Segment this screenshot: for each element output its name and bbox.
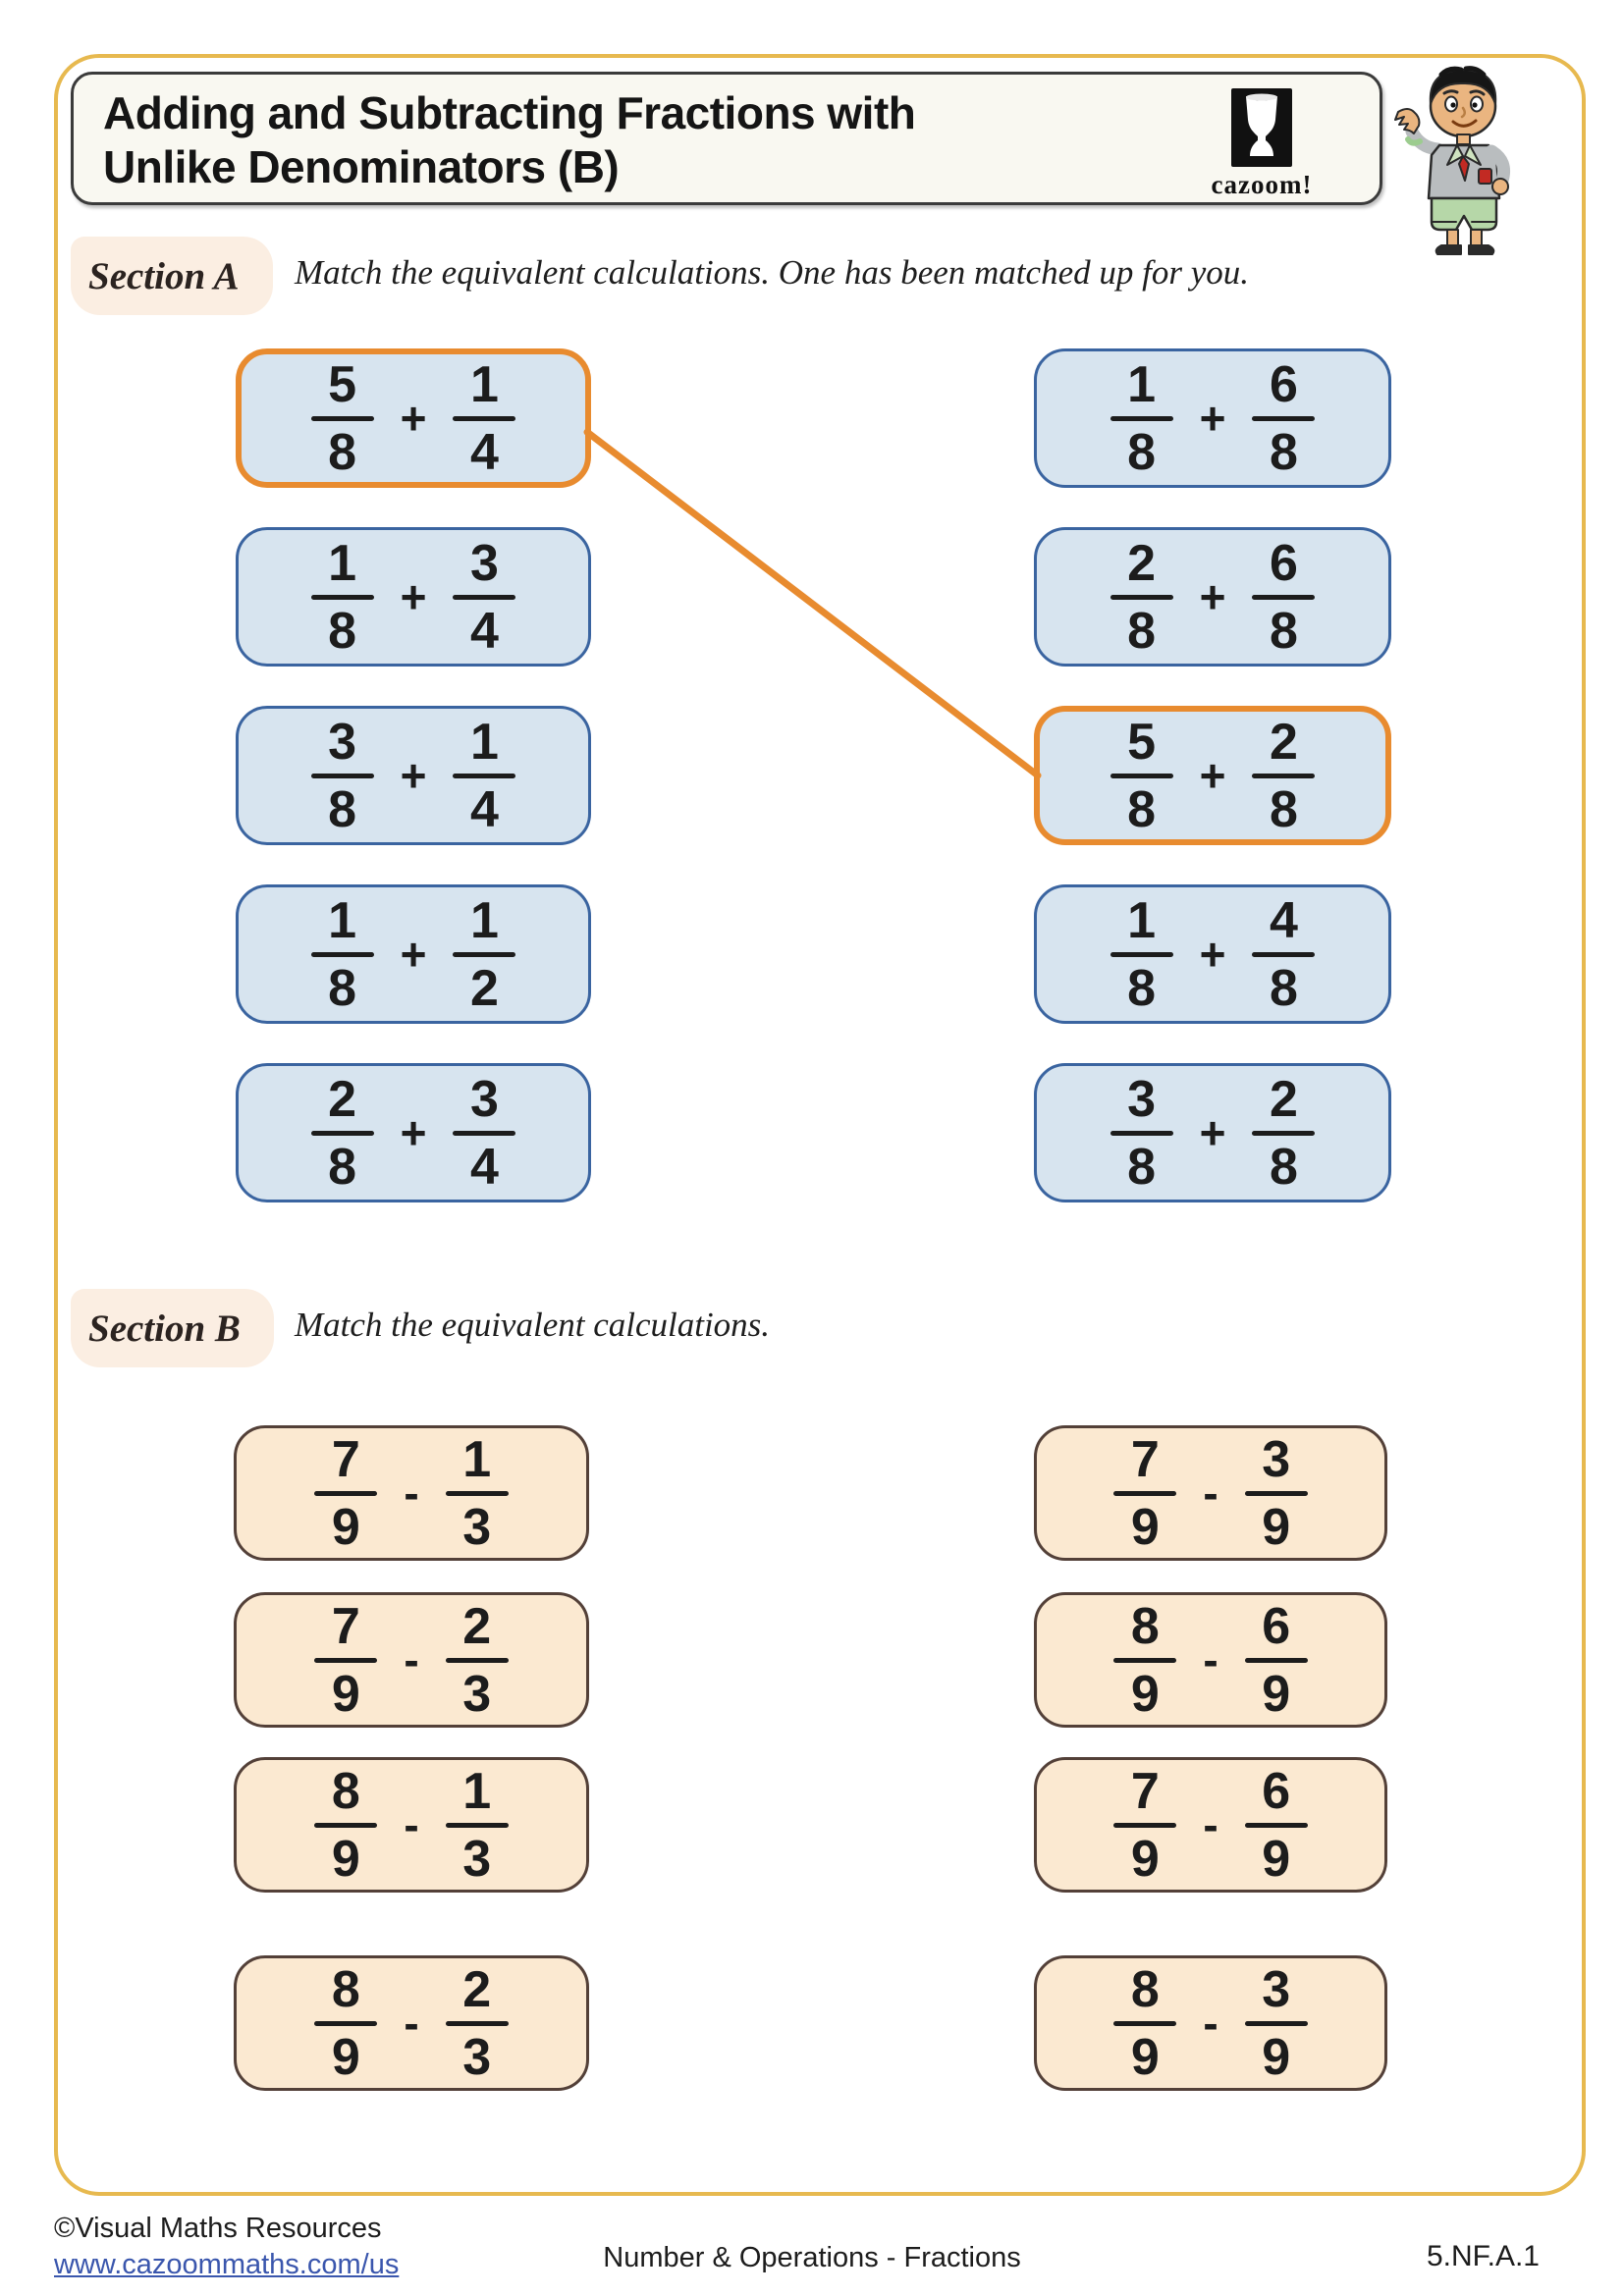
denominator: 9 <box>1262 1665 1291 1723</box>
operator: + <box>1199 393 1226 444</box>
fraction-bar <box>311 952 374 957</box>
numerator: 7 <box>331 1597 360 1655</box>
fraction-card[interactable] <box>236 348 591 488</box>
fraction-bar <box>314 2021 377 2026</box>
denominator: 9 <box>331 1498 360 1556</box>
fraction-bar <box>1110 774 1173 778</box>
fraction-bar <box>1252 416 1315 421</box>
fraction-bar <box>1245 1491 1308 1496</box>
denominator: 9 <box>1262 2028 1291 2086</box>
footer-credit <box>54 2211 399 2283</box>
numerator: 5 <box>328 355 357 413</box>
numerator: 1 <box>462 1430 492 1488</box>
denominator: 3 <box>462 1498 492 1556</box>
numerator: 3 <box>469 1070 499 1128</box>
fraction-card[interactable] <box>236 706 591 845</box>
section-b-label: Section B <box>71 1289 274 1367</box>
fraction-bar <box>446 1658 509 1663</box>
fraction <box>1110 891 1173 1017</box>
operator: + <box>400 929 427 980</box>
fraction <box>1113 1960 1176 2086</box>
numerator: 3 <box>328 713 357 771</box>
fraction <box>1110 713 1173 838</box>
operator: - <box>404 1799 419 1850</box>
fraction <box>453 355 515 481</box>
section-a-label: Section A <box>71 237 273 315</box>
denominator: 8 <box>1269 602 1298 660</box>
numerator: 2 <box>1127 534 1157 592</box>
fraction <box>446 1430 509 1556</box>
fraction <box>446 1960 509 2086</box>
denominator: 9 <box>331 1665 360 1723</box>
fraction-bar <box>1110 952 1173 957</box>
page-title <box>103 86 915 194</box>
operator: + <box>1199 1107 1226 1158</box>
denominator: 9 <box>1130 1830 1160 1888</box>
fraction <box>453 1070 515 1196</box>
fraction-card[interactable] <box>1034 706 1391 845</box>
standard-code: 5.NF.A.1 <box>1426 2240 1540 2272</box>
denominator: 8 <box>1269 780 1298 838</box>
numerator: 8 <box>1130 1960 1160 2018</box>
copyright-text: ©Visual Maths Resources <box>54 2213 382 2244</box>
fraction-bar <box>1110 595 1173 600</box>
fraction-bar <box>1113 1658 1176 1663</box>
numerator: 4 <box>1269 891 1298 949</box>
numerator: 2 <box>1269 713 1298 771</box>
fraction <box>311 713 374 838</box>
denominator: 8 <box>1269 423 1298 481</box>
denominator: 8 <box>328 1138 357 1196</box>
cazoom-logo <box>1198 88 1326 200</box>
operator: - <box>1203 1799 1218 1850</box>
section-b-instruction: Match the equivalent calculations. <box>295 1306 771 1344</box>
denominator: 8 <box>1269 959 1298 1017</box>
fraction-bar <box>1113 2021 1176 2026</box>
fraction-bar <box>311 595 374 600</box>
numerator: 2 <box>1269 1070 1298 1128</box>
denominator: 9 <box>1262 1830 1291 1888</box>
numerator: 2 <box>462 1597 492 1655</box>
denominator: 8 <box>1127 959 1157 1017</box>
denominator: 3 <box>462 2028 492 2086</box>
fraction <box>1113 1597 1176 1723</box>
cazoom-url-link[interactable]: www.cazoommaths.com/us <box>54 2249 400 2280</box>
fraction-bar <box>1245 1823 1308 1828</box>
fraction <box>314 1960 377 2086</box>
logo-text: cazoom! <box>1211 170 1313 199</box>
numerator: 8 <box>331 1762 360 1820</box>
denominator: 8 <box>328 423 357 481</box>
numerator: 6 <box>1262 1597 1291 1655</box>
operator: - <box>1203 1468 1218 1519</box>
title-line-1: Adding and Subtracting Fractions with <box>103 87 916 138</box>
fraction-bar <box>446 2021 509 2026</box>
numerator: 6 <box>1262 1762 1291 1820</box>
fraction <box>446 1597 509 1723</box>
numerator: 7 <box>331 1430 360 1488</box>
numerator: 1 <box>1127 891 1157 949</box>
fraction <box>1113 1762 1176 1888</box>
fraction-bar <box>1252 1131 1315 1136</box>
fraction <box>314 1597 377 1723</box>
section-a-instruction: Match the equivalent calculations. One has been matched up for you. <box>295 253 1249 292</box>
numerator: 5 <box>1127 713 1157 771</box>
fraction <box>1245 1960 1308 2086</box>
student-character-illustration <box>1373 59 1544 260</box>
fraction-bar <box>453 416 515 421</box>
fraction <box>1252 891 1315 1017</box>
fraction-bar <box>1110 416 1173 421</box>
denominator: 2 <box>469 959 499 1017</box>
title-line-2: Unlike Denominators (B) <box>103 141 620 192</box>
numerator: 8 <box>331 1960 360 2018</box>
fraction <box>1110 355 1173 481</box>
footer-topic: Number & Operations - Fractions <box>603 2242 1021 2273</box>
numerator: 2 <box>328 1070 357 1128</box>
fraction <box>311 1070 374 1196</box>
numerator: 3 <box>1262 1430 1291 1488</box>
operator: - <box>1203 1998 1218 2049</box>
denominator: 8 <box>1127 423 1157 481</box>
fraction <box>1110 534 1173 660</box>
fraction-bar <box>1252 952 1315 957</box>
fraction <box>1252 1070 1315 1196</box>
denominator: 4 <box>469 1138 499 1196</box>
fraction-bar <box>453 595 515 600</box>
numerator: 8 <box>1130 1597 1160 1655</box>
fraction-bar <box>314 1491 377 1496</box>
fraction <box>446 1762 509 1888</box>
fraction <box>311 891 374 1017</box>
numerator: 1 <box>462 1762 492 1820</box>
fraction-card[interactable] <box>234 1425 589 1561</box>
denominator: 8 <box>328 959 357 1017</box>
operator: + <box>1199 750 1226 801</box>
fraction <box>314 1430 377 1556</box>
fraction <box>1252 713 1315 838</box>
denominator: 8 <box>1269 1138 1298 1196</box>
fraction-card[interactable] <box>1034 1592 1387 1728</box>
fraction-bar <box>314 1658 377 1663</box>
denominator: 9 <box>1130 1498 1160 1556</box>
fraction <box>314 1762 377 1888</box>
denominator: 9 <box>1130 2028 1160 2086</box>
fraction <box>453 891 515 1017</box>
operator: - <box>1203 1634 1218 1685</box>
numerator: 1 <box>328 891 357 949</box>
fraction <box>311 534 374 660</box>
denominator: 9 <box>331 2028 360 2086</box>
fraction-bar <box>1113 1823 1176 1828</box>
fraction-bar <box>1110 1131 1173 1136</box>
title-box <box>71 72 1382 205</box>
denominator: 4 <box>469 780 499 838</box>
fraction <box>1110 1070 1173 1196</box>
denominator: 9 <box>331 1830 360 1888</box>
fraction <box>1252 355 1315 481</box>
fraction-bar <box>311 416 374 421</box>
fraction-card[interactable] <box>236 1063 591 1202</box>
fraction-bar <box>1252 774 1315 778</box>
operator: - <box>404 1998 419 2049</box>
fraction-card[interactable] <box>234 1757 589 1893</box>
vase-icon <box>1231 88 1292 167</box>
numerator: 7 <box>1130 1430 1160 1488</box>
fraction-card[interactable] <box>236 884 591 1024</box>
fraction <box>453 713 515 838</box>
fraction <box>1245 1762 1308 1888</box>
denominator: 9 <box>1262 1498 1291 1556</box>
denominator: 8 <box>1127 780 1157 838</box>
fraction <box>1245 1597 1308 1723</box>
fraction-card[interactable] <box>1034 884 1391 1024</box>
numerator: 6 <box>1269 355 1298 413</box>
denominator: 3 <box>462 1830 492 1888</box>
fraction-card[interactable] <box>1034 1425 1387 1561</box>
fraction-bar <box>1245 1658 1308 1663</box>
fraction-bar <box>1113 1491 1176 1496</box>
denominator: 8 <box>1127 1138 1157 1196</box>
denominator: 9 <box>1130 1665 1160 1723</box>
numerator: 1 <box>1127 355 1157 413</box>
numerator: 3 <box>1262 1960 1291 2018</box>
numerator: 3 <box>469 534 499 592</box>
operator: + <box>1199 571 1226 622</box>
numerator: 1 <box>469 355 499 413</box>
denominator: 4 <box>469 423 499 481</box>
numerator: 2 <box>462 1960 492 2018</box>
fraction-bar <box>1252 595 1315 600</box>
fraction-card[interactable] <box>1034 1955 1387 2091</box>
fraction-bar <box>1245 2021 1308 2026</box>
fraction-bar <box>446 1491 509 1496</box>
operator: - <box>404 1468 419 1519</box>
fraction-bar <box>314 1823 377 1828</box>
denominator: 8 <box>328 602 357 660</box>
fraction-bar <box>446 1823 509 1828</box>
operator: + <box>400 750 427 801</box>
fraction-card[interactable] <box>1034 527 1391 667</box>
fraction-card[interactable] <box>236 527 591 667</box>
fraction-card[interactable] <box>234 1592 589 1728</box>
denominator: 8 <box>1127 602 1157 660</box>
fraction <box>453 534 515 660</box>
fraction-card[interactable] <box>234 1955 589 2091</box>
fraction <box>1113 1430 1176 1556</box>
denominator: 4 <box>469 602 499 660</box>
operator: - <box>404 1634 419 1685</box>
operator: + <box>1199 929 1226 980</box>
numerator: 1 <box>328 534 357 592</box>
numerator: 6 <box>1269 534 1298 592</box>
denominator: 8 <box>328 780 357 838</box>
fraction-bar <box>453 774 515 778</box>
fraction-bar <box>311 774 374 778</box>
fraction-card[interactable] <box>1034 1757 1387 1893</box>
operator: + <box>400 393 427 444</box>
numerator: 1 <box>469 713 499 771</box>
fraction <box>1252 534 1315 660</box>
fraction <box>311 355 374 481</box>
numerator: 1 <box>469 891 499 949</box>
fraction-bar <box>453 952 515 957</box>
fraction-bar <box>311 1131 374 1136</box>
fraction-card[interactable] <box>1034 348 1391 488</box>
fraction-card[interactable] <box>1034 1063 1391 1202</box>
numerator: 3 <box>1127 1070 1157 1128</box>
fraction-bar <box>453 1131 515 1136</box>
numerator: 7 <box>1130 1762 1160 1820</box>
denominator: 3 <box>462 1665 492 1723</box>
fraction <box>1245 1430 1308 1556</box>
operator: + <box>400 1107 427 1158</box>
operator: + <box>400 571 427 622</box>
